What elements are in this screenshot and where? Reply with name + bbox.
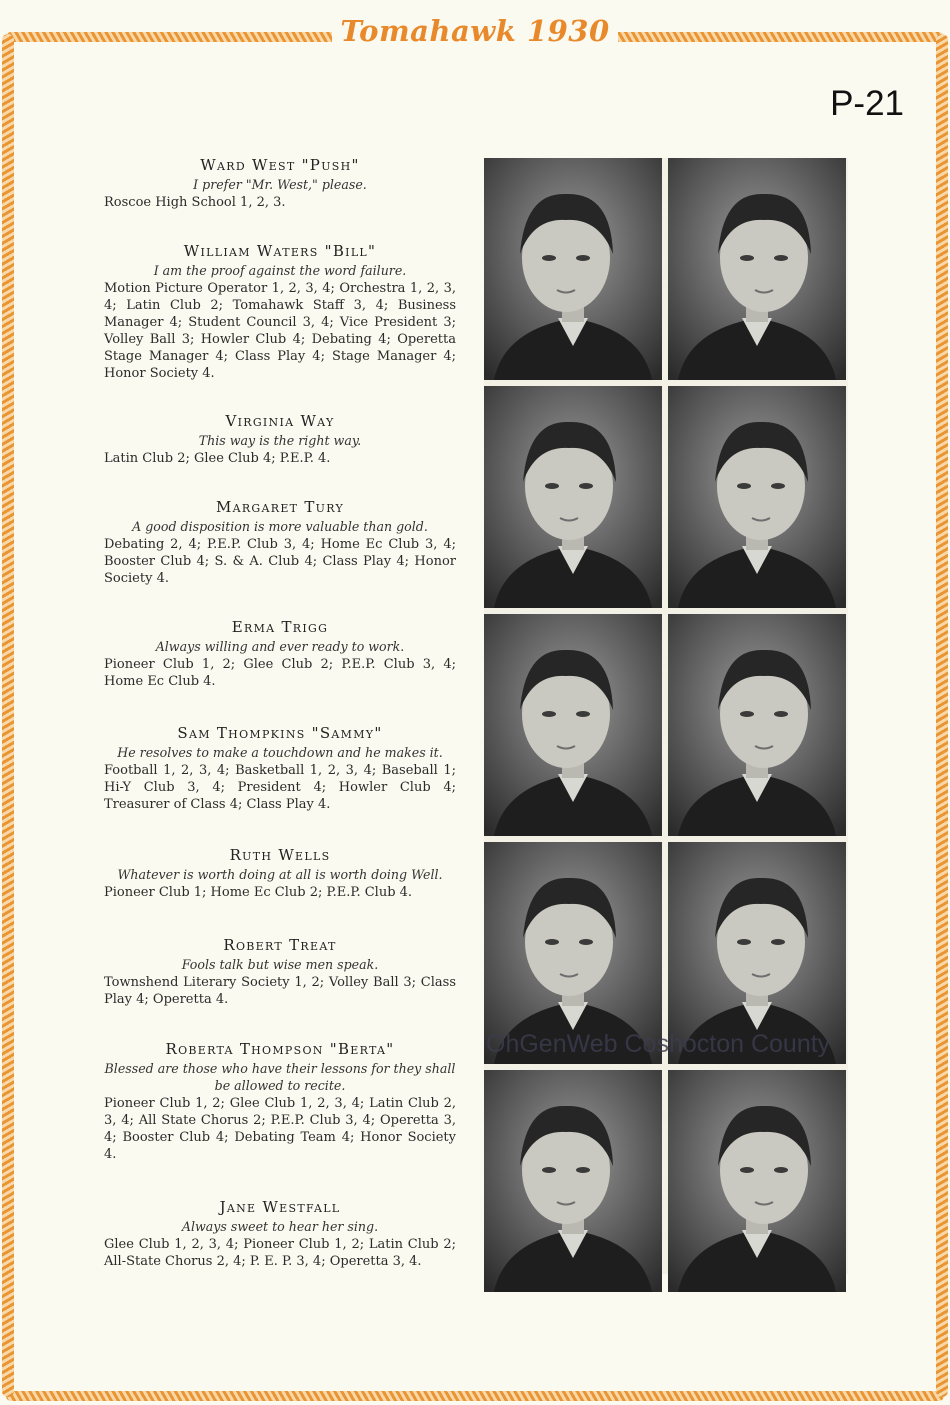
senior-portrait-photo: [668, 158, 846, 380]
senior-portrait-photo: [668, 1070, 846, 1292]
senior-portrait-photo: [484, 386, 662, 608]
yearbook-title: Tomahawk 1930: [332, 14, 617, 48]
senior-motto: I prefer "Mr. West," please.: [193, 177, 367, 192]
senior-entry: [104, 412, 456, 467]
senior-name: Ward West "Push": [200, 156, 360, 174]
bottom-rope-border: [6, 1391, 944, 1401]
senior-name: Margaret Tury: [215, 498, 345, 516]
senior-motto: Blessed are those who have their lessons for they shall be allowed to recite.: [104, 1061, 456, 1093]
senior-activities: Pioneer Club 1, 2; Glee Club 2; P.E.P. Club 3, 4; Home Ec Club 4.: [104, 657, 456, 689]
senior-entry: [104, 618, 456, 690]
senior-activities: Townshend Literary Society 1, 2; Volley Ball 3; Class Play 4; Operetta 4.: [104, 975, 456, 1007]
senior-portrait-photo: [668, 614, 846, 836]
left-rope-border: [2, 34, 14, 1397]
senior-portrait-photo: [668, 386, 846, 608]
senior-name: Erma Trigg: [231, 618, 329, 636]
senior-name: Virginia Way: [225, 412, 335, 430]
senior-entry: [104, 498, 456, 587]
senior-motto: Always willing and ever ready to work.: [155, 639, 405, 654]
senior-activities: Debating 2, 4; P.E.P. Club 3, 4; Home Ec Club 3, 4; Booster Club 4; S. & A. Club 4; Class Play 4; Honor Society 4.: [104, 537, 456, 586]
senior-portrait-photo: [484, 1070, 662, 1292]
senior-activities: Football 1, 2, 3, 4; Basketball 1, 2, 3, 4; Baseball 1; Hi-Y Club 3, 4; President 4; Howler Club 4; Treasurer of Class 4; Class Play 4.: [104, 763, 456, 812]
senior-motto: Fools talk but wise men speak.: [181, 957, 379, 972]
senior-activities: Motion Picture Operator 1, 2, 3, 4; Orchestra 1, 2, 3, 4; Latin Club 2; Tomahawk Staff 3, 4; Business Manager 4; Student Council 3, 4; Vice President 3; Volley Ball 3; Howler Club 4; Debating 4; Operetta Stage Manager 4; Class Play 4; Stage Manager 4; Honor Society 4.: [104, 281, 456, 381]
senior-activities: Pioneer Club 1, 2; Glee Club 1, 2, 3, 4; Latin Club 2, 3, 4; All State Chorus 2; P.E.P. Club 3, 4; Operetta 3, 4; Booster Club 4; Debating Team 4; Honor Society 4.: [104, 1096, 456, 1162]
senior-name: Sam Thompkins "Sammy": [177, 724, 383, 742]
senior-entry: [104, 1198, 456, 1270]
senior-portrait-photo: [484, 158, 662, 380]
senior-name: Roberta Thompson "Berta": [165, 1040, 395, 1058]
senior-entry: [104, 1040, 456, 1163]
senior-activities: Pioneer Club 1; Home Ec Club 2; P.E.P. Club 4.: [104, 885, 413, 900]
senior-motto: He resolves to make a touchdown and he makes it.: [117, 745, 443, 760]
senior-motto: I am the proof against the word failure.: [153, 263, 407, 278]
senior-motto: This way is the right way.: [198, 433, 362, 448]
page-number-label: P-21: [830, 84, 904, 123]
senior-entry: [104, 156, 456, 211]
watermark-text: OhGenWeb Coshocton County: [486, 1030, 831, 1058]
senior-portrait-photo: [484, 614, 662, 836]
senior-name: William Waters "Bill": [183, 242, 377, 260]
senior-entry: [104, 724, 456, 813]
senior-entry: [104, 846, 456, 901]
yearbook-header: [0, 14, 950, 48]
senior-activities: Glee Club 1, 2, 3, 4; Pioneer Club 1, 2; Latin Club 2; All-State Chorus 2, 4; P. E. P. 3, 4; Operetta 3, 4.: [104, 1237, 456, 1269]
senior-name: Ruth Wells: [229, 846, 331, 864]
senior-entry: [104, 242, 456, 382]
senior-name: Jane Westfall: [219, 1198, 341, 1216]
senior-motto: Always sweet to hear her sing.: [181, 1219, 379, 1234]
portrait-grid: [484, 158, 848, 1274]
senior-name: Robert Treat: [223, 936, 337, 954]
right-rope-border: [936, 34, 948, 1397]
senior-activities: Roscoe High School 1, 2, 3.: [104, 195, 286, 210]
senior-entry: [104, 936, 456, 1008]
senior-motto: Whatever is worth doing at all is worth doing Well.: [117, 867, 443, 882]
senior-activities: Latin Club 2; Glee Club 4; P.E.P. 4.: [104, 451, 331, 466]
senior-motto: A good disposition is more valuable than gold.: [132, 519, 428, 534]
